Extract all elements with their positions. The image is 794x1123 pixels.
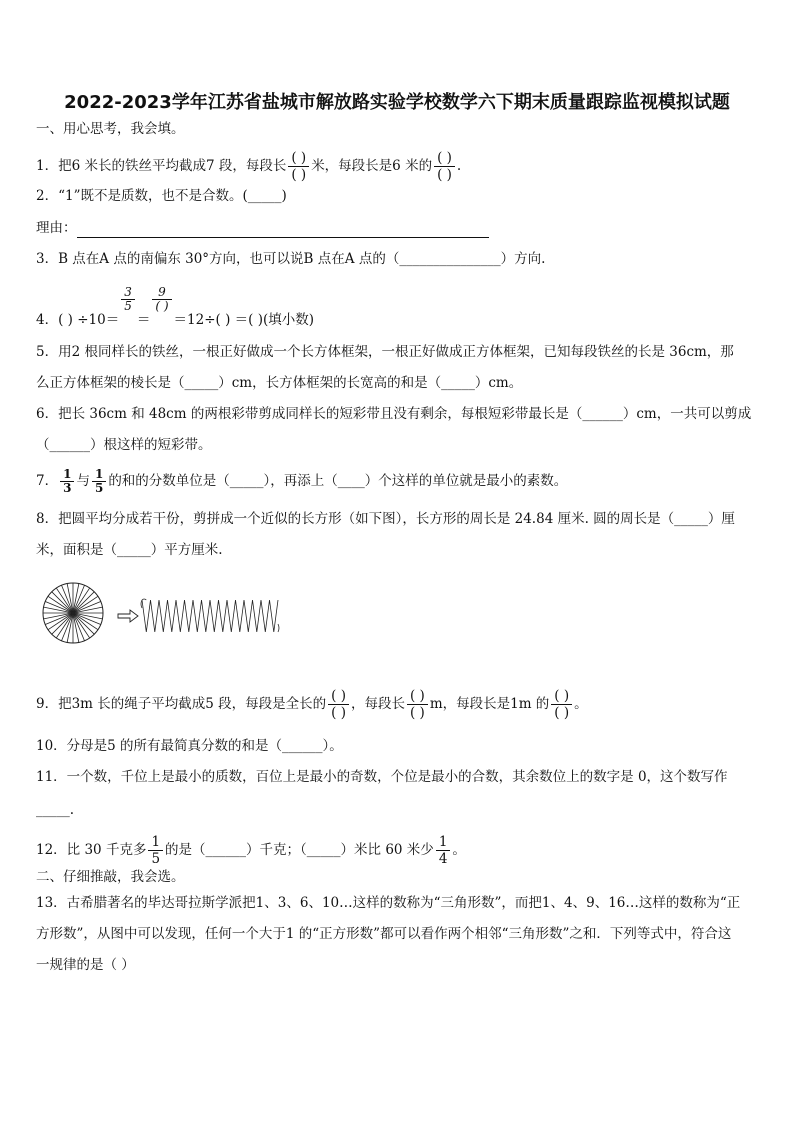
question-13-line-3: 一规律的是（ ） — [36, 957, 135, 973]
fraction-one-fifth: $\frac{1}{5}$ — [148, 834, 163, 867]
answer-fraction[interactable]: $\frac{( )}{( )}$ — [434, 150, 455, 183]
question-5-line-2: 么正方体框架的棱长是（_____）cm，长方体框架的长宽高的和是（_____）cm。 — [36, 375, 523, 391]
question-13-line-2: 方形数”，从图中可以发现，任何一个大于1 的“正方形数”都可以看作两个相邻“三角形数”之和．下列等式中，符合这 — [36, 926, 732, 942]
answer-fraction[interactable]: $\frac{( )}{( )}$ — [288, 150, 309, 183]
fraction-one-fifth: $\frac{1}{5}$ — [92, 468, 106, 495]
question-7: 7． $\frac{1}{3}$ 与 $\frac{1}{5}$ 的和的分数单位是（_____），再添上（____）个这样的单位就是最小的素数。 — [36, 467, 568, 495]
sectored-circle-icon — [43, 583, 103, 643]
question-1: 1．把6 米长的铁丝平均截成7 段，每段长 $\frac{( )}{( )}$ 米，每段长是6 米的 $\frac{( )}{( )}$ . — [36, 150, 462, 183]
question-8-line-2: 米，面积是（_____）平方厘米. — [36, 542, 223, 558]
question-6-line-2: （______）根这样的短彩带。 — [36, 437, 212, 453]
question-2: 2．“1”既不是质数，也不是合数。(_____) — [36, 188, 287, 204]
right-arrow-icon — [118, 610, 138, 622]
question-4: 4．( ) ÷10＝ $\frac{3}{5}$ ＝ $\frac{9}{( )}$ ＝12÷( ) ＝( )(填小数) — [36, 285, 314, 328]
question-5-line-1: 5．用2 根同样长的铁丝，一根正好做成一个长方体框架，一根正好做成正方体框架，已知每段铁丝的长是 36cm，那 — [36, 344, 734, 360]
question-10: 10．分母是5 的所有最简真分数的和是（______）。 — [36, 738, 343, 754]
circle-to-rectangle-figure — [40, 578, 280, 648]
question-11-line-2: _____. — [36, 802, 75, 818]
reason-answer-line[interactable] — [77, 223, 489, 238]
question-9: 9．把3m 长的绳子平均截成5 段，每段是全长的 $\frac{( )}{( )}$ ，每段长 $\frac{( )}{( )}$ m，每段长是1m 的 $\frac{( )}{( )}$ 。 — [36, 688, 588, 721]
section-2-heading: 二、仔细推敲，我会选。 — [36, 869, 185, 885]
question-6-line-1: 6．把长 36cm 和 48cm 的两根彩带剪成同样长的短彩带且没有剩余，每根短彩带最长是（______）cm，一共可以剪成 — [36, 406, 752, 422]
question-13-line-1: 13．古希腊著名的毕达哥拉斯学派把1、3、6、10…这样的数称为“三角形数”，而把1、4、9、16…这样的数称为“正 — [36, 895, 741, 911]
answer-fraction[interactable]: $\frac{( )}{( )}$ — [407, 688, 428, 721]
fraction-nine-over-blank[interactable]: $\frac{9}{( )}$ — [152, 286, 171, 313]
fraction-one-quarter: $\frac{1}{4}$ — [436, 834, 451, 867]
answer-fraction[interactable]: $\frac{( )}{( )}$ — [328, 688, 349, 721]
question-11-line-1: 11．一个数，千位上是最小的质数，百位上是最小的奇数，个位是最小的合数，其余数位上的数字是 0，这个数写作 — [36, 769, 728, 785]
question-2-reason: 理由： — [36, 218, 489, 238]
fraction-three-fifths: $\frac{3}{5}$ — [121, 286, 135, 313]
question-3: 3．B 点在A 点的南偏东 30°方向，也可以说B 点在A 点的（_______________）方向. — [36, 251, 546, 267]
question-8-line-1: 8．把圆平均分成若干份，剪拼成一个近似的长方形（如下图），长方形的周长是 24.84 厘米. 圆的周长是（_____）厘 — [36, 511, 735, 527]
question-12: 12．比 30 千克多 $\frac{1}{5}$ 的是（______）千克；（_____）米比 60 米少 $\frac{1}{4}$ 。 — [36, 834, 466, 867]
approximate-rectangle-icon — [141, 599, 279, 632]
section-1-heading: 一、用心思考，我会填。 — [36, 121, 185, 137]
fraction-one-third: $\frac{1}{3}$ — [60, 468, 74, 495]
answer-fraction[interactable]: $\frac{( )}{( )}$ — [551, 688, 572, 721]
page-title: 2022-2023学年江苏省盐城市解放路实验学校数学六下期末质量跟踪监视模拟试题 — [64, 92, 730, 113]
